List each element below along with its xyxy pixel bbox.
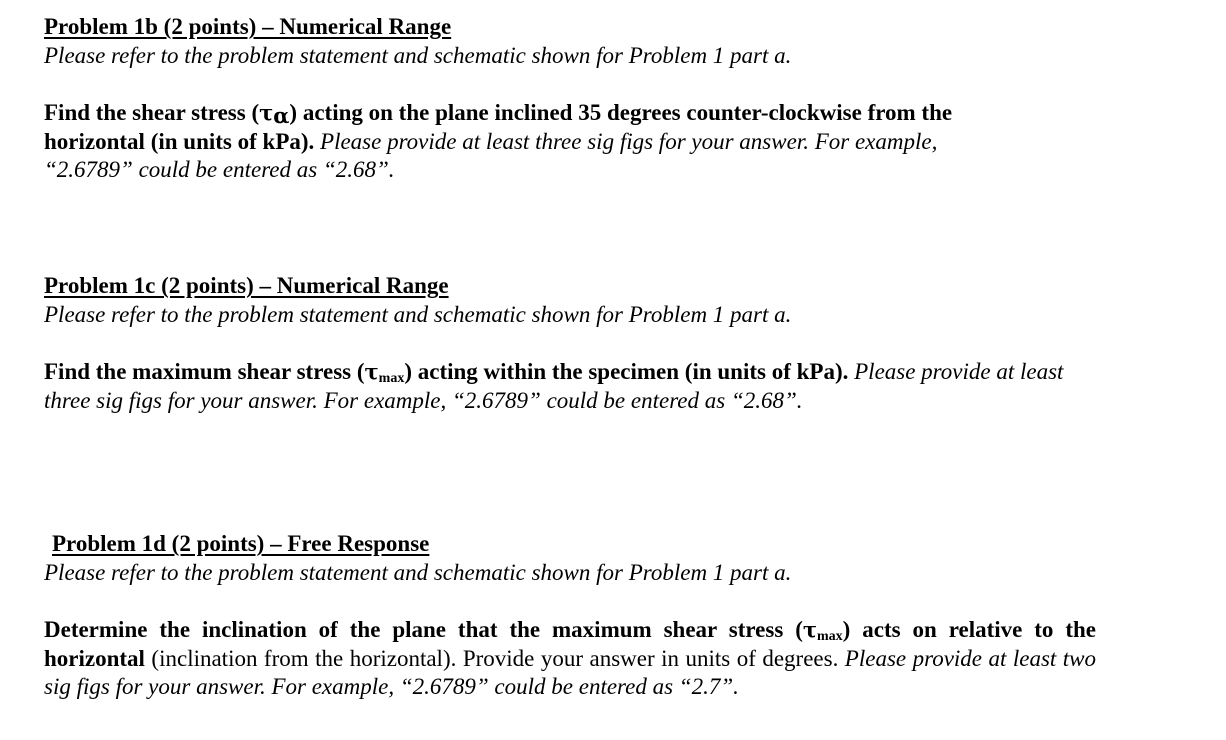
tau-symbol: τ	[802, 617, 817, 642]
problem-1b-reference: Please refer to the problem statement and schematic shown for Problem 1 part a.	[44, 42, 792, 68]
problem-1d-question-instructions: Please provide at least two sig figs for your answer. For example, “2.6789” could be entered as “2.7”.	[44, 645, 1096, 699]
problem-1d-question-plain: (inclination from the horizontal). Provide your answer in units of degrees.	[144, 645, 839, 671]
alpha-subscript: α	[273, 103, 290, 128]
problem-1c-heading: Problem 1c (2 points) – Numerical Range	[44, 273, 449, 298]
problem-1b-heading: Problem 1b (2 points) – Numerical Range	[44, 14, 452, 39]
problem-1b-question-bold-start: Find the shear stress (	[44, 100, 260, 125]
problem-1c-reference: Please refer to the problem statement and schematic shown for Problem 1 part a.	[44, 301, 792, 327]
problem-1c-question-instructions: Please provide at least three sig figs for your answer. For example, “2.6789” could be entered as “2.68”.	[44, 359, 1064, 413]
problem-1d-heading: Problem 1d (2 points) – Free Response	[52, 531, 430, 556]
max-subscript: max	[378, 371, 405, 386]
problem-1b-question-instructions: Please provide at least three sig figs for your answer. For example, “2.6789” could be entered as “2.68”.	[44, 128, 938, 182]
tau-symbol: τ	[364, 359, 379, 384]
problem-1c-question-bold-start: Find the maximum shear stress (	[44, 359, 365, 384]
problem-1c-section	[44, 272, 1114, 415]
problem-1d-question	[44, 616, 1096, 702]
problem-1d-reference: Please refer to the problem statement and schematic shown for Problem 1 part a.	[44, 559, 792, 585]
problem-1d-section	[44, 530, 1114, 702]
problem-1b-question	[44, 99, 1024, 185]
problem-1c-question	[44, 358, 1114, 415]
problem-1b-section	[44, 13, 1114, 185]
tau-symbol: τ	[259, 100, 274, 125]
max-subscript: max	[817, 629, 843, 644]
problem-1c-question-bold-end: ) acting within the specimen (in units of kPa).	[404, 359, 849, 384]
problem-1d-question-bold-start: Determine the inclination of the plane that the maximum shear stress (	[44, 617, 803, 642]
problem-1d-question-bold-end: ) acts on relative to the horizontal	[44, 617, 1096, 671]
problem-1b-question-bold-end: ) acting on the plane inclined 35 degrees counter-clockwise from the horizontal (in units of kPa).	[44, 100, 953, 154]
